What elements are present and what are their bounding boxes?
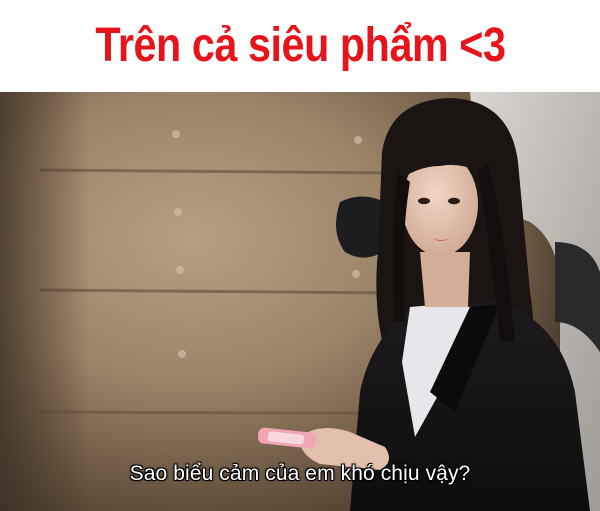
movie-subtitle: Sao biểu cảm của em khó chịu vậy? xyxy=(129,462,471,485)
caption-banner xyxy=(0,0,600,92)
movie-still-illustration xyxy=(0,92,600,511)
caption-title: Trên cả siêu phẩm <3 xyxy=(94,19,506,72)
movie-still xyxy=(0,92,600,511)
